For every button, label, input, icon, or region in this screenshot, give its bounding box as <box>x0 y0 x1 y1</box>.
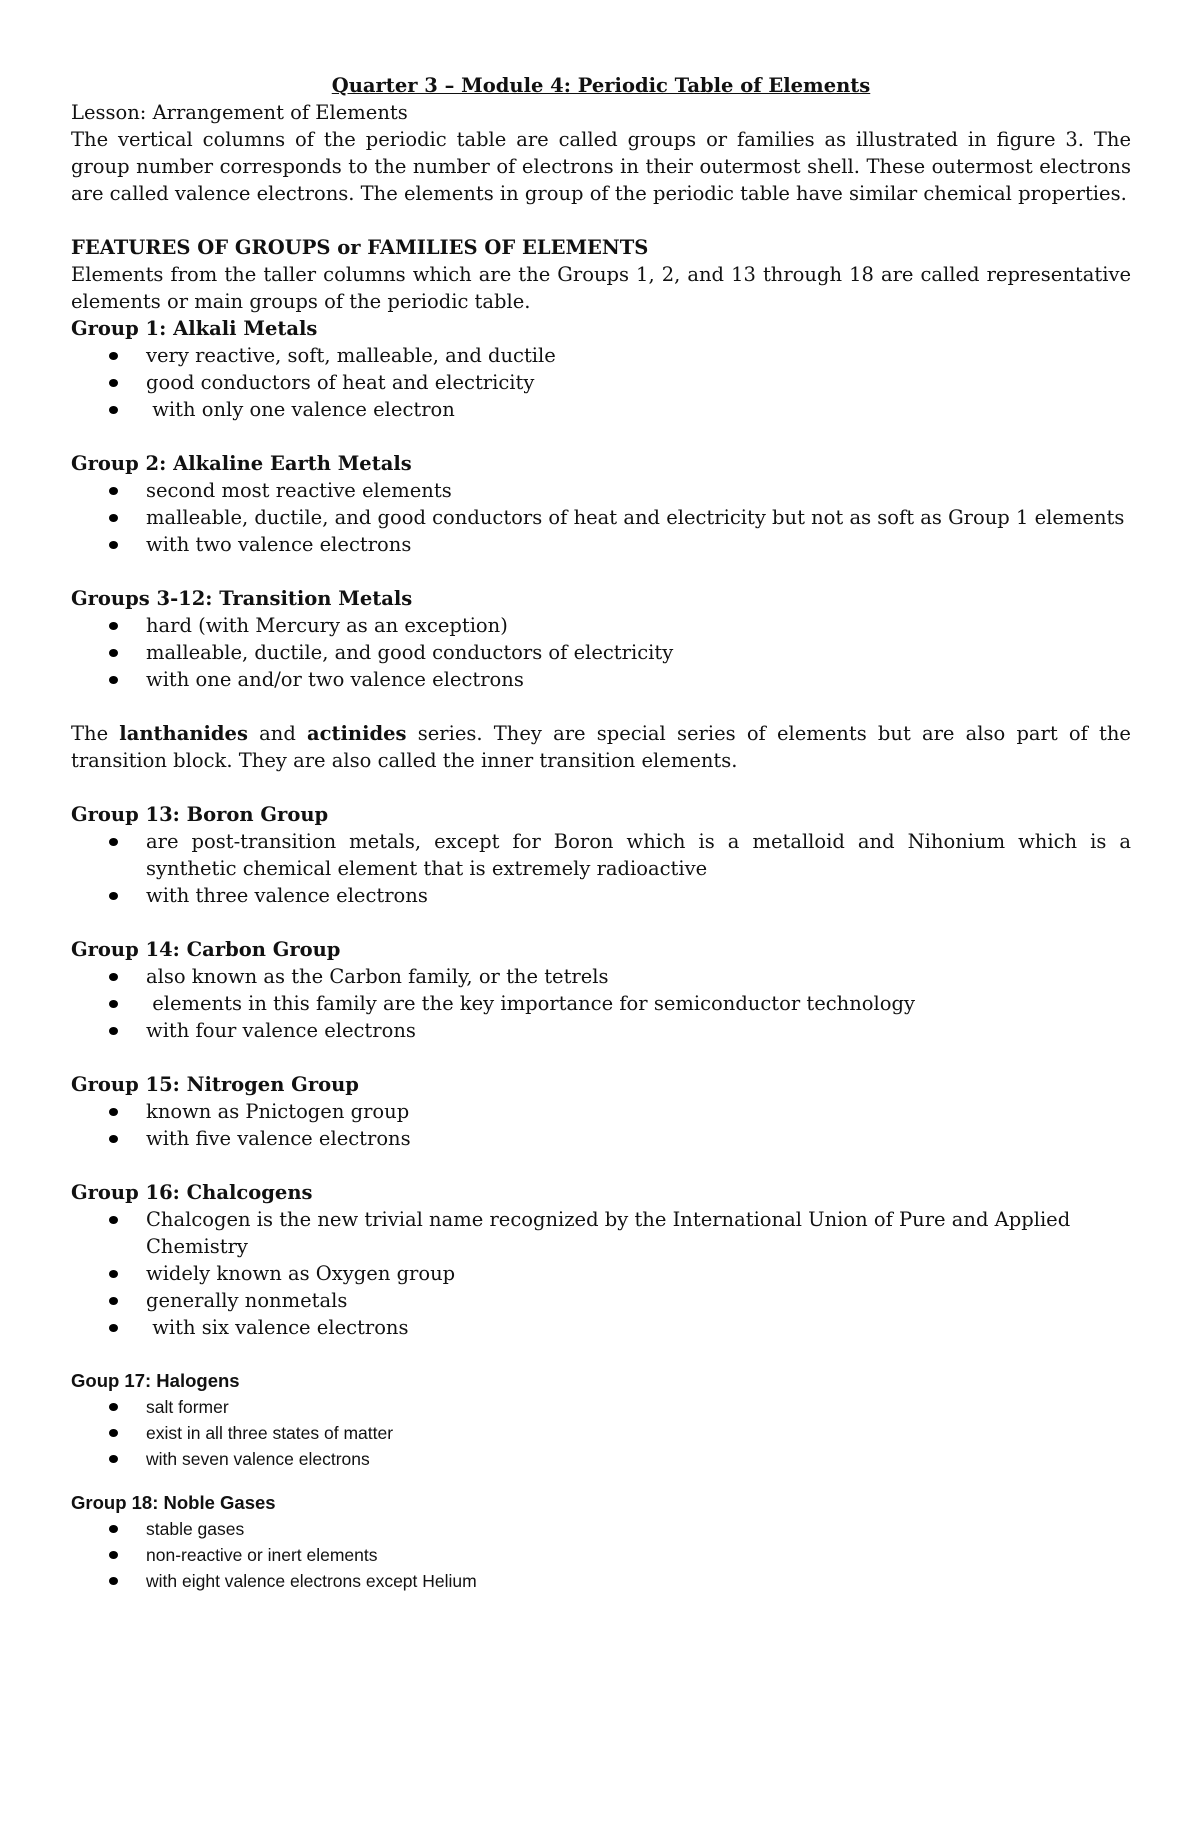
list-item: exist in all three states of matter <box>71 1420 1131 1446</box>
actinides-term: actinides <box>307 722 407 745</box>
list-item: with seven valence electrons <box>71 1446 1131 1472</box>
list-item: stable gases <box>71 1516 1131 1542</box>
groups3-12-list <box>71 612 1131 693</box>
group2-heading: Group 2: Alkaline Earth Metals <box>71 452 412 475</box>
group18-list <box>71 1516 1131 1594</box>
list-item: salt former <box>71 1394 1131 1420</box>
list-item: with eight valence electrons except Helium <box>71 1568 1131 1594</box>
spacer <box>71 774 1131 801</box>
list-item: with five valence electrons <box>71 1125 1131 1152</box>
spacer <box>71 1152 1131 1179</box>
features-paragraph: Elements from the taller columns which are the Groups 1, 2, and 13 through 18 are called representative elements or main groups of the periodic table. <box>71 263 1131 313</box>
spacer <box>71 558 1131 585</box>
list-item: generally nonmetals <box>71 1287 1131 1314</box>
list-item: are post-transition metals, except for Boron which is a metalloid and Nihonium which is a synthetic chemical element that is extremely radioactive <box>71 828 1131 882</box>
halogen-noble-section <box>71 1368 1131 1594</box>
list-item: elements in this family are the key importance for semiconductor technology <box>71 990 1131 1017</box>
list-item: known as Pnictogen group <box>71 1098 1131 1125</box>
group17-heading: Goup 17: Halogens <box>71 1370 240 1391</box>
list-item: with one and/or two valence electrons <box>71 666 1131 693</box>
list-item: Chalcogen is the new trivial name recognized by the International Union of Pure and Applied Chemistry <box>71 1206 1131 1260</box>
intro-paragraph: The vertical columns of the periodic table are called groups or families as illustrated in figure 3. The group number corresponds to the number of electrons in their outermost shell. These outermost electrons are called valence electrons. The elements in group of the periodic table have similar chemical properties. <box>71 128 1131 205</box>
list-item: hard (with Mercury as an exception) <box>71 612 1131 639</box>
list-item: with two valence electrons <box>71 531 1131 558</box>
list-item: widely known as Oxygen group <box>71 1260 1131 1287</box>
group18-heading: Group 18: Noble Gases <box>71 1492 276 1513</box>
document-title: Quarter 3 – Module 4: Periodic Table of Elements <box>331 74 871 97</box>
group14-list <box>71 963 1131 1044</box>
list-item: good conductors of heat and electricity <box>71 369 1131 396</box>
group16-list <box>71 1206 1131 1341</box>
features-heading: FEATURES OF GROUPS or FAMILIES OF ELEMENTS <box>71 236 649 259</box>
group13-list <box>71 828 1131 909</box>
group16-heading: Group 16: Chalcogens <box>71 1181 313 1204</box>
inner-text-the: The <box>71 722 120 745</box>
list-item: malleable, ductile, and good conductors of heat and electricity but not as soft as Group 1 elements <box>71 504 1131 531</box>
list-item: with six valence electrons <box>71 1314 1131 1341</box>
list-item: very reactive, soft, malleable, and ductile <box>71 342 1131 369</box>
spacer <box>71 207 1131 234</box>
lanthanides-term: lanthanides <box>119 722 248 745</box>
inner-transition-paragraph <box>71 720 1131 774</box>
spacer <box>71 693 1131 720</box>
list-item: malleable, ductile, and good conductors of electricity <box>71 639 1131 666</box>
group17-list <box>71 1394 1131 1472</box>
inner-text-rest: series. They are special series of elements but are also part of the transition block. They are also called the inner transition elements. <box>71 722 1131 772</box>
list-item: second most reactive elements <box>71 477 1131 504</box>
spacer <box>71 1472 1131 1490</box>
group1-list <box>71 342 1131 423</box>
groups3-12-heading: Groups 3-12: Transition Metals <box>71 587 413 610</box>
inner-text-and: and <box>247 722 307 745</box>
spacer <box>71 1044 1131 1071</box>
group15-heading: Group 15: Nitrogen Group <box>71 1073 359 1096</box>
list-item: with only one valence electron <box>71 396 1131 423</box>
list-item: also known as the Carbon family, or the tetrels <box>71 963 1131 990</box>
lesson-line: Lesson: Arrangement of Elements <box>71 101 408 124</box>
group13-heading: Group 13: Boron Group <box>71 803 329 826</box>
spacer <box>71 1341 1131 1368</box>
list-item: with four valence electrons <box>71 1017 1131 1044</box>
list-item: non-reactive or inert elements <box>71 1542 1131 1568</box>
spacer <box>71 423 1131 450</box>
list-item: with three valence electrons <box>71 882 1131 909</box>
group15-list <box>71 1098 1131 1152</box>
document-content <box>71 72 1131 1594</box>
group14-heading: Group 14: Carbon Group <box>71 938 341 961</box>
group2-list <box>71 477 1131 558</box>
spacer <box>71 909 1131 936</box>
group1-heading: Group 1: Alkali Metals <box>71 317 318 340</box>
